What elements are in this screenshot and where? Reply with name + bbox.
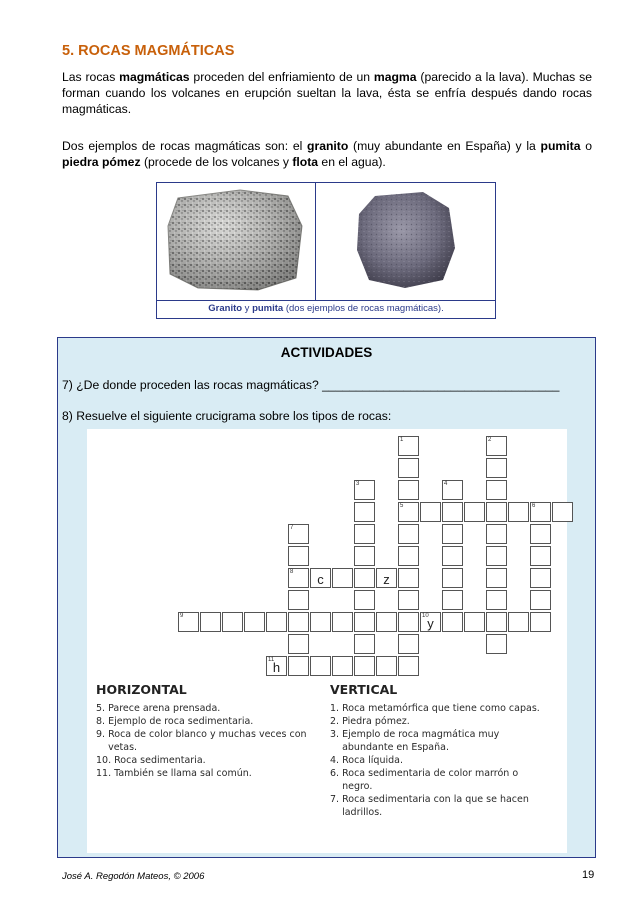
crossword-cell[interactable] (530, 590, 551, 610)
clue-v-6-cont: negro. (330, 781, 373, 792)
crossword-cell[interactable] (376, 612, 397, 632)
crossword-panel (87, 429, 567, 853)
crossword-cell[interactable] (398, 634, 419, 654)
cell-number: 8 (290, 569, 294, 575)
crossword-cell[interactable] (420, 502, 441, 522)
crossword-cell[interactable] (376, 656, 397, 676)
figure-caption-rule (156, 300, 496, 301)
crossword-cell[interactable] (310, 568, 331, 588)
clue-v-7-cont: ladrillos. (330, 807, 383, 818)
crossword-cell[interactable] (442, 612, 463, 632)
crossword-cell[interactable] (398, 568, 419, 588)
crossword-cell[interactable] (398, 458, 419, 478)
clue-h-8: 8. Ejemplo de roca sedimentaria. (96, 716, 254, 727)
vertical-heading: VERTICAL (330, 682, 398, 697)
crossword-cell[interactable] (442, 502, 463, 522)
activities-title: ACTIVIDADES (280, 345, 373, 360)
crossword-cell[interactable] (288, 634, 309, 654)
cell-number: 3 (356, 481, 360, 487)
crossword-cell[interactable] (442, 590, 463, 610)
figure-caption: Granito y pumita (dos ejemplos de rocas magmáticas). (208, 303, 444, 314)
cell-number: 9 (180, 613, 184, 619)
crossword-cell[interactable] (398, 546, 419, 566)
cell-number: 4 (444, 481, 448, 487)
footer-author: José A. Regodón Mateos, © 2006 (62, 871, 205, 882)
crossword-cell[interactable] (486, 590, 507, 610)
crossword-cell[interactable] (486, 524, 507, 544)
crossword-cell[interactable] (332, 612, 353, 632)
crossword-cell[interactable] (398, 656, 419, 676)
clue-v-2: 2. Piedra pómez. (330, 716, 410, 727)
crossword-cell[interactable] (398, 612, 419, 632)
crossword-cell[interactable] (486, 502, 507, 522)
crossword-cell[interactable] (464, 502, 485, 522)
crossword-cell[interactable] (486, 612, 507, 632)
clue-v-3: 3. Ejemplo de roca magmática muy (330, 729, 500, 740)
clue-v-6: 6. Roca sedimentaria de color marrón o (330, 768, 519, 779)
horizontal-heading: HORIZONTAL (96, 682, 187, 697)
cell-letter: y (427, 616, 434, 631)
crossword-cell[interactable] (266, 656, 287, 676)
crossword-cell[interactable] (486, 480, 507, 500)
granite-image (160, 186, 312, 296)
crossword-cell[interactable] (442, 546, 463, 566)
section-title: 5. ROCAS MAGMÁTICAS (62, 43, 235, 59)
crossword-cell[interactable] (508, 502, 529, 522)
clue-h-9: 9. Roca de color blanco y muchas veces con (96, 729, 307, 740)
question-8: 8) Resuelve el siguiente crucigrama sobre los tipos de rocas: (62, 409, 392, 423)
crossword-cell[interactable] (398, 590, 419, 610)
cell-number: 1 (400, 437, 404, 443)
crossword-cell[interactable] (420, 612, 441, 632)
crossword-cell[interactable] (486, 546, 507, 566)
page-number: 19 (582, 869, 595, 881)
crossword-cell[interactable] (486, 568, 507, 588)
crossword-cell[interactable] (486, 458, 507, 478)
clue-v-3-cont: abundante en España. (330, 742, 449, 753)
cell-number: 11 (268, 657, 275, 663)
cell-number: 7 (290, 525, 294, 531)
crossword-cell[interactable] (442, 480, 463, 500)
crossword-cell[interactable] (288, 612, 309, 632)
crossword-cell[interactable] (354, 634, 375, 654)
crossword-cell[interactable] (354, 612, 375, 632)
crossword-cell[interactable] (266, 612, 287, 632)
crossword-cell[interactable] (530, 502, 551, 522)
cell-letter: h (272, 660, 281, 675)
crossword-cell[interactable] (354, 524, 375, 544)
cell-letter: c (317, 572, 324, 587)
crossword-cell[interactable] (442, 568, 463, 588)
crossword-cell[interactable] (530, 568, 551, 588)
crossword-cell[interactable] (354, 568, 375, 588)
crossword-cell[interactable] (310, 612, 331, 632)
crossword-cell[interactable] (508, 612, 529, 632)
crossword-cell[interactable] (222, 612, 243, 632)
crossword-cell[interactable] (376, 568, 397, 588)
cell-number: 10 (422, 613, 429, 619)
crossword-cell[interactable] (530, 612, 551, 632)
crossword-cell[interactable] (398, 524, 419, 544)
clue-h-10: 10. Roca sedimentaria. (96, 755, 206, 766)
clue-h-5: 5. Parece arena prensada. (96, 703, 221, 714)
clue-h-9-cont: vetas. (96, 742, 138, 753)
cell-number: 6 (532, 503, 536, 509)
crossword-cell[interactable] (354, 546, 375, 566)
vertical-clues (330, 683, 540, 819)
crossword-cell[interactable] (398, 502, 419, 522)
figure-divider (315, 182, 316, 300)
crossword-cell[interactable] (354, 656, 375, 676)
crossword-cell[interactable] (288, 524, 309, 544)
horizontal-clues (96, 683, 307, 780)
question-7: 7) ¿De donde proceden las rocas magmáticas? ___________________________________ (62, 378, 560, 392)
crossword-cell[interactable] (486, 436, 507, 456)
crossword-cell[interactable] (530, 546, 551, 566)
crossword-cell[interactable] (332, 568, 353, 588)
cell-number: 5 (400, 503, 404, 509)
crossword-cell[interactable] (310, 656, 331, 676)
crossword-cell[interactable] (354, 502, 375, 522)
crossword-cell[interactable] (288, 568, 309, 588)
clue-v-4: 4. Roca líquida. (330, 755, 403, 766)
crossword-cell[interactable] (288, 546, 309, 566)
crossword-cell[interactable] (354, 590, 375, 610)
pumice-image (345, 188, 465, 294)
crossword-cell[interactable] (530, 524, 551, 544)
cell-letter: z (383, 572, 390, 587)
crossword-cell[interactable] (442, 524, 463, 544)
crossword-cell[interactable] (332, 656, 353, 676)
crossword-cell[interactable] (288, 656, 309, 676)
clue-v-7: 7. Roca sedimentaria con la que se hacen (330, 794, 529, 805)
crossword-cell[interactable] (200, 612, 221, 632)
crossword-cell[interactable] (486, 634, 507, 654)
cell-number: 2 (488, 437, 492, 443)
crossword-cell[interactable] (552, 502, 573, 522)
crossword-cell[interactable] (354, 480, 375, 500)
crossword-cell[interactable] (398, 480, 419, 500)
crossword-cell[interactable] (244, 612, 265, 632)
examples-paragraph: Dos ejemplos de rocas magmáticas son: el granito (muy abundante en España) y la pumita o piedra pómez (procede de los volcanes y flota en el agua). (62, 139, 592, 169)
crossword-cell[interactable] (464, 612, 485, 632)
crossword-cell[interactable] (178, 612, 199, 632)
crossword-cell[interactable] (398, 436, 419, 456)
crossword-cell[interactable] (288, 590, 309, 610)
intro-paragraph: Las rocas magmáticas proceden del enfriamiento de un magma (parecido a la lava). Muchas se forman cuando los volcanes en erupción sueltan la lava, ésta se enfría después dando rocas magmáticas. (62, 70, 592, 116)
clue-h-11: 11. También se llama sal común. (96, 768, 252, 779)
clue-v-1: 1. Roca metamórfica que tiene como capas. (330, 703, 540, 714)
